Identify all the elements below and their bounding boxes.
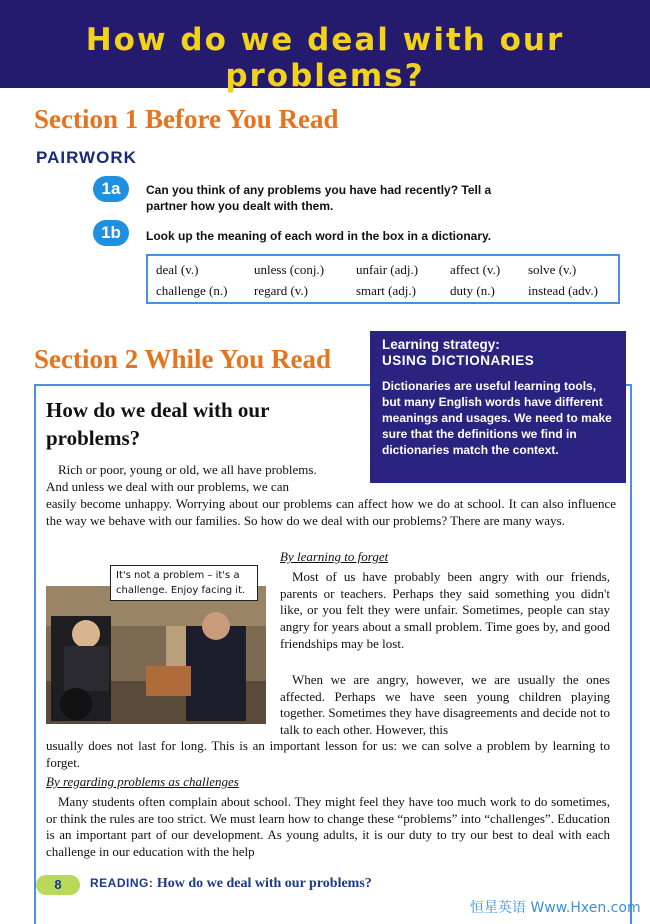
learning-strategy-box (370, 331, 626, 483)
word-item: smart (adj.) (356, 283, 416, 298)
word-item: deal (v.) (156, 262, 199, 277)
task-1b-badge: 1b (93, 220, 129, 246)
photo-wheelchair-meeting (46, 586, 266, 724)
task-1a-badge: 1a (93, 176, 129, 202)
word-box (146, 254, 620, 304)
strategy-title: Learning strategy: (382, 337, 500, 352)
word-item: instead (adv.) (528, 283, 598, 298)
page-number: 8 (36, 875, 80, 895)
pairwork-label: PAIRWORK (36, 148, 137, 167)
task-1a-line1: Can you think of any problems you have had recently? Tell a (146, 183, 492, 197)
title-banner (0, 0, 650, 94)
article-title (46, 396, 269, 452)
word-item: unless (conj.) (254, 262, 325, 277)
paragraph-1-line2: And unless we deal with our problems, we can (46, 479, 289, 494)
word-item: affect (v.) (450, 262, 501, 277)
watermark: 恒星英语 Www.Hxen.com (470, 900, 641, 916)
photo-illustration (46, 586, 266, 724)
article-title-line1: How do we deal with our (46, 398, 270, 422)
article-title-line2: problems? (46, 426, 141, 450)
paragraph-4: Many students often complain about school. They might feel they have too much work to do sometimes, or think the rules are too strict. We must learn how to change these “problems” into “challenges”. Education is an important part of our development. As young adults, it is our duty to try our best to deal with each challenge in our education with the help (46, 794, 610, 860)
paragraph-3-rest: usually does not last for long. This is an important lesson for us: we can solve a problem by learning to forget. (46, 738, 610, 770)
footer-title-text: How do we deal with our problems? (156, 876, 372, 891)
word-item: solve (v.) (528, 262, 577, 277)
section2-heading: Section 2 While You Read (34, 344, 332, 374)
word-item: challenge (n.) (156, 283, 228, 298)
paragraph-1-rest: easily become unhappy. Worrying about our problems can affect how we do at school. It can also influence the way we behave with our families. So how do we deal with our problems? There are many ways. (46, 496, 616, 528)
word-item: regard (v.) (254, 283, 309, 298)
speech-bubble: It's not a problem – it's a challenge. Enjoy facing it. (110, 565, 258, 601)
task-1a-line2: partner how you dealt with them. (146, 199, 334, 213)
word-item: unfair (adj.) (356, 262, 419, 277)
strategy-subtitle: USING DICTIONARIES (382, 353, 535, 368)
word-item: duty (n.) (450, 283, 495, 298)
paragraph-2: Most of us have probably been angry with our friends, parents or teachers. Perhaps they said something you didn't like, or you felt they were unfair. Sometimes, people can stay angry for years about a small problem. Time goes by, and good friendships may be lost. (280, 569, 610, 651)
footer-title (90, 876, 372, 892)
page-title: How do we deal with our problems? (85, 22, 565, 94)
task-1b-text: Look up the meaning of each word in the box in a dictionary. (146, 229, 492, 243)
paragraph-3: When we are angry, however, we are usually the ones affected. Perhaps we have seen young children playing together. Sometimes they have disagreements and decide not to talk to each other. However, this (280, 672, 610, 738)
subheading-learning-to-forget: By learning to forget (280, 549, 389, 564)
footer-reading-label: READING: (90, 876, 154, 890)
subheading-challenges: By regarding problems as challenges (46, 774, 239, 789)
paragraph-1-line1: Rich or poor, young or old, we all have problems. (58, 462, 317, 477)
strategy-text: Dictionaries are useful learning tools, but many English words have different meanings and usages. We need to make sure that the definitions we find in dictionaries match the context. (382, 379, 612, 457)
section1-heading: Section 1 Before You Read (34, 104, 339, 134)
task-1a-text (146, 182, 491, 214)
